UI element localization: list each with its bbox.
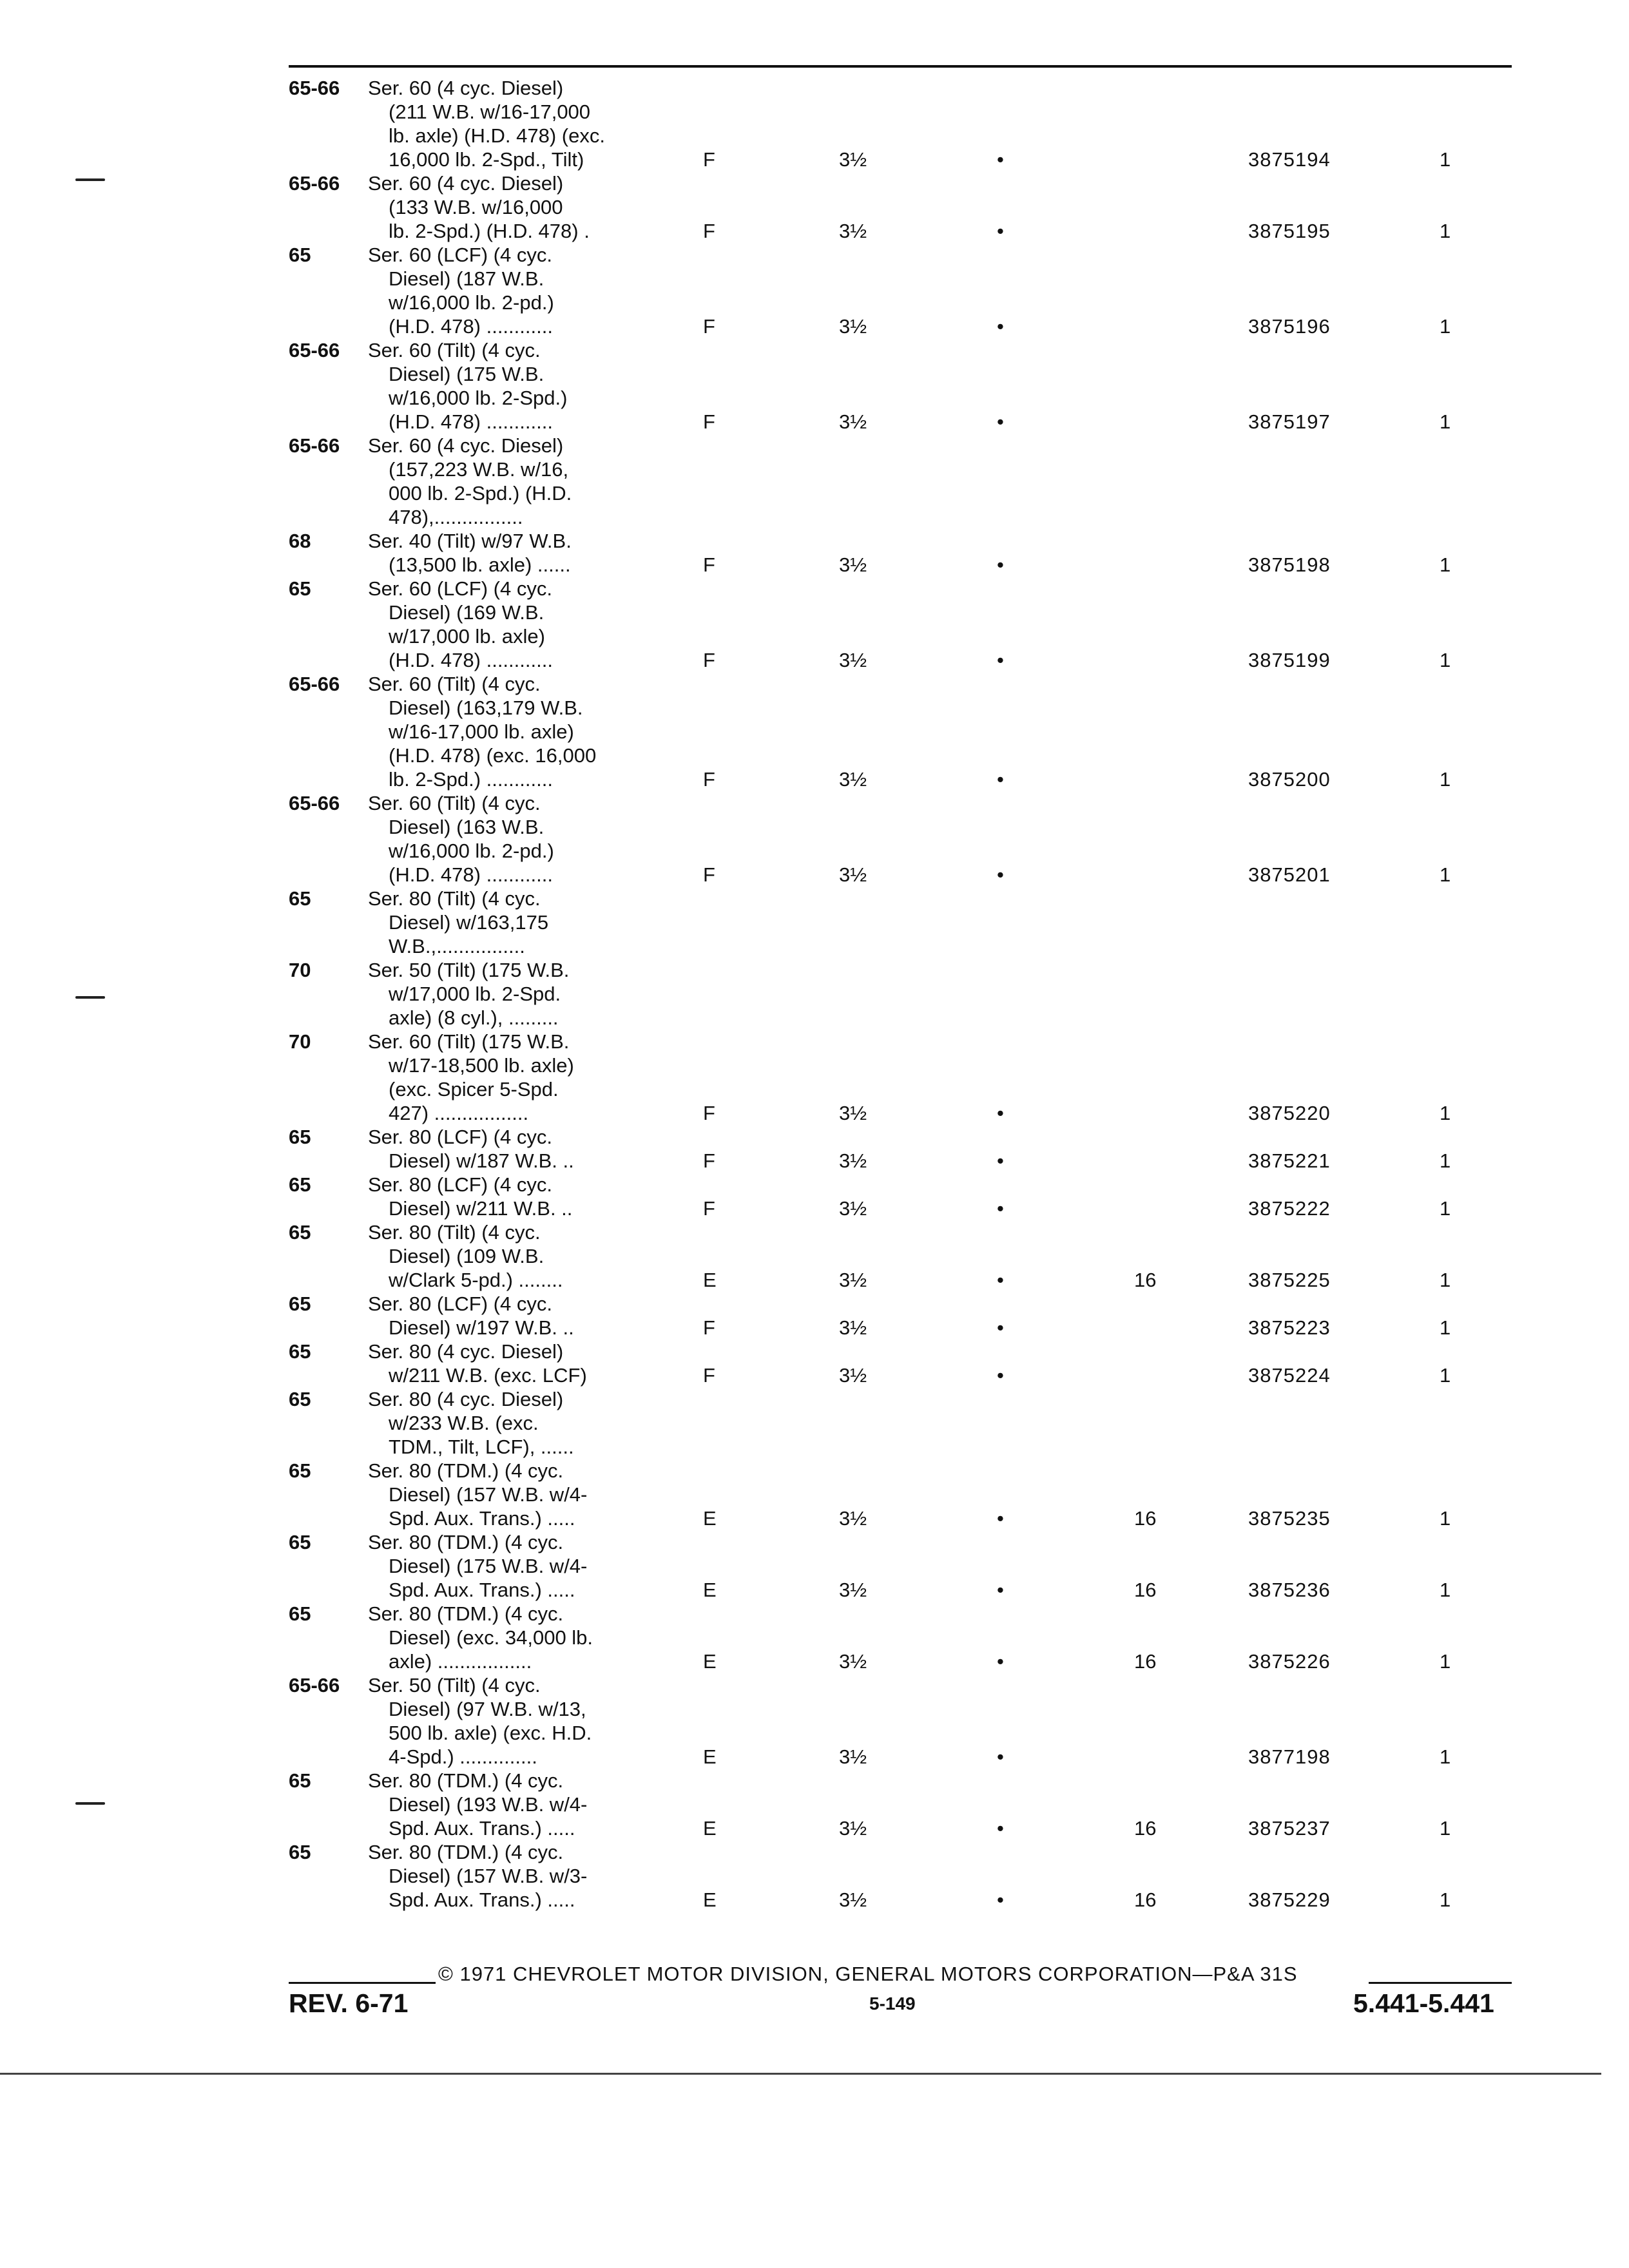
description-line: Spd. Aux. Trans.) ..... xyxy=(389,1579,575,1601)
model-year: 65-66 xyxy=(289,339,340,361)
parts-list-row xyxy=(0,672,1629,791)
bullet-mark: • xyxy=(997,768,1004,791)
description-line: 4-Spd.) .............. xyxy=(389,1745,537,1768)
parts-list-row xyxy=(0,1769,1629,1840)
description-line: Diesel) w/187 W.B. .. xyxy=(389,1149,574,1172)
length-value: 16 xyxy=(1134,1507,1157,1530)
description-line: w/Clark 5-pd.) ........ xyxy=(389,1269,563,1291)
description-line: w/16,000 lb. 2-pd.) xyxy=(389,291,554,314)
parts-list-row xyxy=(0,171,1629,243)
application-description xyxy=(368,1173,651,1220)
model-year: 65 xyxy=(289,244,311,266)
application-description xyxy=(368,1769,651,1840)
description-line: (H.D. 478) (exc. 16,000 xyxy=(389,744,597,767)
model-year: 65-66 xyxy=(289,172,340,195)
description-line: (H.D. 478) ............ xyxy=(389,649,553,671)
quantity: 1 xyxy=(1440,1316,1451,1339)
model-year: 65-66 xyxy=(289,1674,340,1696)
size-value: 3½ xyxy=(839,1650,867,1673)
description-line: Ser. 80 (TDM.) (4 cyc. xyxy=(368,1531,564,1553)
length-value: 16 xyxy=(1134,1269,1157,1291)
application-description xyxy=(368,1673,651,1769)
parts-list-row xyxy=(0,958,1629,1030)
quantity: 1 xyxy=(1440,1364,1451,1387)
size-value: 3½ xyxy=(839,410,867,433)
type-code: F xyxy=(703,148,715,171)
part-number: 3875236 xyxy=(1248,1579,1331,1601)
size-value: 3½ xyxy=(839,1197,867,1220)
length-value: 16 xyxy=(1134,1650,1157,1673)
parts-list-row xyxy=(0,338,1629,434)
model-year: 65 xyxy=(289,1126,311,1148)
application-description xyxy=(368,529,651,577)
application-description xyxy=(368,1030,651,1125)
quantity: 1 xyxy=(1440,553,1451,576)
type-code: E xyxy=(703,1888,717,1911)
description-line: Spd. Aux. Trans.) ..... xyxy=(389,1507,575,1530)
footer-rule-left xyxy=(289,1982,436,1984)
description-line: Ser. 80 (Tilt) (4 cyc. xyxy=(368,1221,541,1244)
size-value: 3½ xyxy=(839,649,867,671)
bullet-mark: • xyxy=(997,1579,1004,1601)
application-description xyxy=(368,791,651,887)
application-description xyxy=(368,887,651,958)
length-value: 16 xyxy=(1134,1888,1157,1911)
description-line: Diesel) (175 W.B. w/4- xyxy=(389,1555,588,1577)
type-code: F xyxy=(703,649,715,671)
bullet-mark: • xyxy=(997,1888,1004,1911)
description-line: (H.D. 478) ............ xyxy=(389,863,553,886)
description-line: Ser. 80 (LCF) (4 cyc. xyxy=(368,1293,552,1315)
bullet-mark: • xyxy=(997,1364,1004,1387)
length-value: 16 xyxy=(1134,1817,1157,1840)
type-code: E xyxy=(703,1507,717,1530)
parts-list-row xyxy=(0,791,1629,887)
description-line: Diesel) w/211 W.B. .. xyxy=(389,1197,573,1220)
type-code: E xyxy=(703,1579,717,1601)
size-value: 3½ xyxy=(839,553,867,576)
description-line: Ser. 60 (LCF) (4 cyc. xyxy=(368,577,552,600)
description-line: Ser. 60 (Tilt) (4 cyc. xyxy=(368,673,541,695)
quantity: 1 xyxy=(1440,1149,1451,1172)
type-code: F xyxy=(703,1102,715,1124)
revision-label: REV. 6-71 xyxy=(289,1988,409,2018)
size-value: 3½ xyxy=(839,1817,867,1840)
footer-copyright-line xyxy=(289,1963,1512,1988)
quantity: 1 xyxy=(1440,1888,1451,1911)
model-year: 65 xyxy=(289,887,311,910)
size-value: 3½ xyxy=(839,148,867,171)
model-year: 65-66 xyxy=(289,434,340,457)
part-number: 3875196 xyxy=(1248,315,1331,338)
type-code: E xyxy=(703,1817,717,1840)
model-year: 70 xyxy=(289,1030,311,1053)
application-description xyxy=(368,434,651,529)
description-line: Ser. 80 (TDM.) (4 cyc. xyxy=(368,1769,564,1792)
description-line: Diesel) (157 W.B. w/3- xyxy=(389,1865,588,1887)
bullet-mark: • xyxy=(997,649,1004,671)
description-line: Ser. 60 (4 cyc. Diesel) xyxy=(368,172,564,195)
bullet-mark: • xyxy=(997,1316,1004,1339)
part-number: 3875194 xyxy=(1248,148,1331,171)
model-year: 65 xyxy=(289,1388,311,1410)
quantity: 1 xyxy=(1440,1507,1451,1530)
description-line: w/17,000 lb. axle) xyxy=(389,625,545,648)
parts-list-row xyxy=(0,1220,1629,1292)
application-description xyxy=(368,243,651,338)
part-number: 3877198 xyxy=(1248,1745,1331,1768)
model-year: 65 xyxy=(289,1293,311,1315)
bullet-mark: • xyxy=(997,410,1004,433)
application-description xyxy=(368,1530,651,1602)
size-value: 3½ xyxy=(839,1507,867,1530)
quantity: 1 xyxy=(1440,1197,1451,1220)
footer-rule-right xyxy=(1369,1982,1512,1984)
description-line: (211 W.B. w/16-17,000 xyxy=(389,101,591,123)
parts-list xyxy=(0,76,1629,1912)
quantity: 1 xyxy=(1440,863,1451,886)
parts-list-row xyxy=(0,1673,1629,1769)
description-line: Diesel) (175 W.B. xyxy=(389,363,545,385)
part-number: 3875221 xyxy=(1248,1149,1331,1172)
size-value: 3½ xyxy=(839,1316,867,1339)
bullet-mark: • xyxy=(997,863,1004,886)
description-line: (H.D. 478) ............ xyxy=(389,315,553,338)
description-line: Ser. 60 (Tilt) (4 cyc. xyxy=(368,339,541,361)
description-line: Ser. 80 (TDM.) (4 cyc. xyxy=(368,1459,564,1482)
copyright-text: © 1971 CHEVROLET MOTOR DIVISION, GENERAL MOTORS CORPORATION—P&A 31S xyxy=(438,1963,1298,1985)
model-year: 68 xyxy=(289,530,311,552)
parts-list-row xyxy=(0,1459,1629,1530)
bullet-mark: • xyxy=(997,1197,1004,1220)
model-year: 65 xyxy=(289,577,311,600)
model-year: 65-66 xyxy=(289,77,340,99)
description-line: 478),................ xyxy=(389,506,523,528)
quantity: 1 xyxy=(1440,315,1451,338)
parts-list-row xyxy=(0,1292,1629,1340)
description-line: (157,223 W.B. w/16, xyxy=(389,458,569,481)
model-year: 65-66 xyxy=(289,673,340,695)
type-code: F xyxy=(703,1149,715,1172)
application-description xyxy=(368,672,651,791)
model-year: 65 xyxy=(289,1340,311,1363)
description-line: w/16-17,000 lb. axle) xyxy=(389,720,574,743)
quantity: 1 xyxy=(1440,1102,1451,1124)
parts-list-row xyxy=(0,243,1629,338)
type-code: F xyxy=(703,1316,715,1339)
description-line: Diesel) (169 W.B. xyxy=(389,601,545,624)
description-line: W.B.,................ xyxy=(389,935,525,957)
type-code: E xyxy=(703,1269,717,1291)
description-line: Ser. 40 (Tilt) w/97 W.B. xyxy=(368,530,572,552)
part-number: 3875195 xyxy=(1248,220,1331,242)
application-description xyxy=(368,1292,651,1340)
parts-list-row xyxy=(0,577,1629,672)
length-value: 16 xyxy=(1134,1579,1157,1601)
bottom-rule xyxy=(0,2073,1601,2075)
description-line: Ser. 50 (Tilt) (175 W.B. xyxy=(368,959,570,981)
bullet-mark: • xyxy=(997,220,1004,242)
size-value: 3½ xyxy=(839,1269,867,1291)
description-line: Ser. 50 (Tilt) (4 cyc. xyxy=(368,1674,541,1696)
parts-list-row xyxy=(0,1840,1629,1912)
part-number: 3875226 xyxy=(1248,1650,1331,1673)
application-description xyxy=(368,338,651,434)
quantity: 1 xyxy=(1440,1579,1451,1601)
description-line: axle) (8 cyl.), ......... xyxy=(389,1006,559,1029)
description-line: Ser. 60 (4 cyc. Diesel) xyxy=(368,434,564,457)
type-code: F xyxy=(703,220,715,242)
size-value: 3½ xyxy=(839,1579,867,1601)
description-line: Diesel) w/163,175 xyxy=(389,911,549,934)
type-code: F xyxy=(703,410,715,433)
description-line: Ser. 60 (Tilt) (175 W.B. xyxy=(368,1030,570,1053)
description-line: w/233 W.B. (exc. xyxy=(389,1412,539,1434)
description-line: Diesel) w/197 W.B. .. xyxy=(389,1316,574,1339)
description-line: w/16,000 lb. 2-Spd.) xyxy=(389,387,568,409)
parts-list-row xyxy=(0,1125,1629,1173)
application-description xyxy=(368,958,651,1030)
part-number: 3875223 xyxy=(1248,1316,1331,1339)
description-line: Ser. 60 (4 cyc. Diesel) xyxy=(368,77,564,99)
description-line: (exc. Spicer 5-Spd. xyxy=(389,1078,559,1100)
parts-list-row xyxy=(0,434,1629,529)
bullet-mark: • xyxy=(997,1817,1004,1840)
model-year: 65 xyxy=(289,1602,311,1625)
description-line: 000 lb. 2-Spd.) (H.D. xyxy=(389,482,572,505)
application-description xyxy=(368,1840,651,1912)
type-code: F xyxy=(703,768,715,791)
model-year: 65 xyxy=(289,1221,311,1244)
description-line: w/16,000 lb. 2-pd.) xyxy=(389,840,554,862)
parts-list-row xyxy=(0,1387,1629,1459)
part-number: 3875197 xyxy=(1248,410,1331,433)
quantity: 1 xyxy=(1440,148,1451,171)
application-description xyxy=(368,1387,651,1459)
parts-list-row xyxy=(0,76,1629,171)
description-line: Ser. 80 (LCF) (4 cyc. xyxy=(368,1126,552,1148)
parts-list-row xyxy=(0,1173,1629,1220)
description-line: Diesel) (157 W.B. w/4- xyxy=(389,1483,588,1506)
description-line: lb. 2-Spd.) ............ xyxy=(389,768,553,791)
application-description xyxy=(368,1602,651,1673)
type-code: F xyxy=(703,1197,715,1220)
description-line: Ser. 80 (4 cyc. Diesel) xyxy=(368,1340,564,1363)
size-value: 3½ xyxy=(839,1102,867,1124)
description-line: Ser. 80 (LCF) (4 cyc. xyxy=(368,1173,552,1196)
description-line: Diesel) (163,179 W.B. xyxy=(389,697,583,719)
type-code: E xyxy=(703,1650,717,1673)
description-line: Spd. Aux. Trans.) ..... xyxy=(389,1888,575,1911)
parts-list-row xyxy=(0,887,1629,958)
model-year: 65 xyxy=(289,1769,311,1792)
size-value: 3½ xyxy=(839,1149,867,1172)
quantity: 1 xyxy=(1440,1745,1451,1768)
model-year: 65 xyxy=(289,1841,311,1863)
bullet-mark: • xyxy=(997,1507,1004,1530)
bullet-mark: • xyxy=(997,1149,1004,1172)
model-year: 70 xyxy=(289,959,311,981)
description-line: Ser. 80 (4 cyc. Diesel) xyxy=(368,1388,564,1410)
description-line: w/211 W.B. (exc. LCF) xyxy=(389,1364,587,1387)
parts-list-row xyxy=(0,529,1629,577)
size-value: 3½ xyxy=(839,1364,867,1387)
description-line: Ser. 80 (TDM.) (4 cyc. xyxy=(368,1841,564,1863)
parts-list-row xyxy=(0,1602,1629,1673)
part-number: 3875229 xyxy=(1248,1888,1331,1911)
type-code: E xyxy=(703,1745,717,1768)
description-line: Diesel) (97 W.B. w/13, xyxy=(389,1698,586,1720)
description-line: 427) ................. xyxy=(389,1102,529,1124)
size-value: 3½ xyxy=(839,220,867,242)
quantity: 1 xyxy=(1440,1650,1451,1673)
description-line: Ser. 80 (TDM.) (4 cyc. xyxy=(368,1602,564,1625)
bullet-mark: • xyxy=(997,1269,1004,1291)
description-line: 16,000 lb. 2-Spd., Tilt) xyxy=(389,148,584,171)
description-line: w/17,000 lb. 2-Spd. xyxy=(389,983,561,1005)
parts-list-row xyxy=(0,1530,1629,1602)
quantity: 1 xyxy=(1440,649,1451,671)
application-description xyxy=(368,1459,651,1530)
part-number: 3875200 xyxy=(1248,768,1331,791)
bullet-mark: • xyxy=(997,1102,1004,1124)
quantity: 1 xyxy=(1440,1269,1451,1291)
bullet-mark: • xyxy=(997,148,1004,171)
description-line: axle) ................. xyxy=(389,1650,532,1673)
quantity: 1 xyxy=(1440,1817,1451,1840)
parts-list-row xyxy=(0,1030,1629,1125)
part-number: 3875198 xyxy=(1248,553,1331,576)
part-number: 3875201 xyxy=(1248,863,1331,886)
application-description xyxy=(368,1340,651,1387)
model-year: 65 xyxy=(289,1173,311,1196)
type-code: F xyxy=(703,1364,715,1387)
application-description xyxy=(368,171,651,243)
description-line: Diesel) (163 W.B. xyxy=(389,816,545,838)
bullet-mark: • xyxy=(997,1745,1004,1768)
application-description xyxy=(368,76,651,171)
description-line: lb. axle) (H.D. 478) (exc. xyxy=(389,124,605,147)
description-line: Diesel) (193 W.B. w/4- xyxy=(389,1793,588,1816)
description-line: Diesel) (187 W.B. xyxy=(389,267,545,290)
size-value: 3½ xyxy=(839,1888,867,1911)
description-line: Ser. 80 (Tilt) (4 cyc. xyxy=(368,887,541,910)
part-number: 3875224 xyxy=(1248,1364,1331,1387)
description-line: (13,500 lb. axle) ...... xyxy=(389,553,571,576)
application-description xyxy=(368,1125,651,1173)
model-year: 65 xyxy=(289,1459,311,1482)
description-line: TDM., Tilt, LCF), ...... xyxy=(389,1436,574,1458)
quantity: 1 xyxy=(1440,410,1451,433)
model-year: 65-66 xyxy=(289,792,340,814)
size-value: 3½ xyxy=(839,315,867,338)
description-line: Diesel) (exc. 34,000 lb. xyxy=(389,1626,593,1649)
application-description xyxy=(368,1220,651,1292)
application-description xyxy=(368,577,651,672)
description-line: 500 lb. axle) (exc. H.D. xyxy=(389,1722,592,1744)
description-line: Diesel) (109 W.B. xyxy=(389,1245,545,1267)
part-number: 3875220 xyxy=(1248,1102,1331,1124)
description-line: w/17-18,500 lb. axle) xyxy=(389,1054,574,1077)
model-year: 65 xyxy=(289,1531,311,1553)
type-code: F xyxy=(703,315,715,338)
description-line: Ser. 60 (LCF) (4 cyc. xyxy=(368,244,552,266)
size-value: 3½ xyxy=(839,1745,867,1768)
quantity: 1 xyxy=(1440,768,1451,791)
quantity: 1 xyxy=(1440,220,1451,242)
description-line: Spd. Aux. Trans.) ..... xyxy=(389,1817,575,1840)
description-line: (133 W.B. w/16,000 xyxy=(389,196,563,218)
top-rule xyxy=(289,65,1512,68)
size-value: 3½ xyxy=(839,863,867,886)
bullet-mark: • xyxy=(997,553,1004,576)
description-line: (H.D. 478) ............ xyxy=(389,410,553,433)
part-number: 3875225 xyxy=(1248,1269,1331,1291)
part-number: 3875237 xyxy=(1248,1817,1331,1840)
parts-list-row xyxy=(0,1340,1629,1387)
part-number: 3875222 xyxy=(1248,1197,1331,1220)
part-number: 3875199 xyxy=(1248,649,1331,671)
bullet-mark: • xyxy=(997,1650,1004,1673)
page-number: 5-149 xyxy=(869,1994,916,2013)
type-code: F xyxy=(703,863,715,886)
size-value: 3½ xyxy=(839,768,867,791)
part-number: 3875235 xyxy=(1248,1507,1331,1530)
description-line: lb. 2-Spd.) (H.D. 478) . xyxy=(389,220,590,242)
section-number: 5.441-5.441 xyxy=(1353,1988,1494,2018)
bullet-mark: • xyxy=(997,315,1004,338)
type-code: F xyxy=(703,553,715,576)
description-line: Ser. 60 (Tilt) (4 cyc. xyxy=(368,792,541,814)
